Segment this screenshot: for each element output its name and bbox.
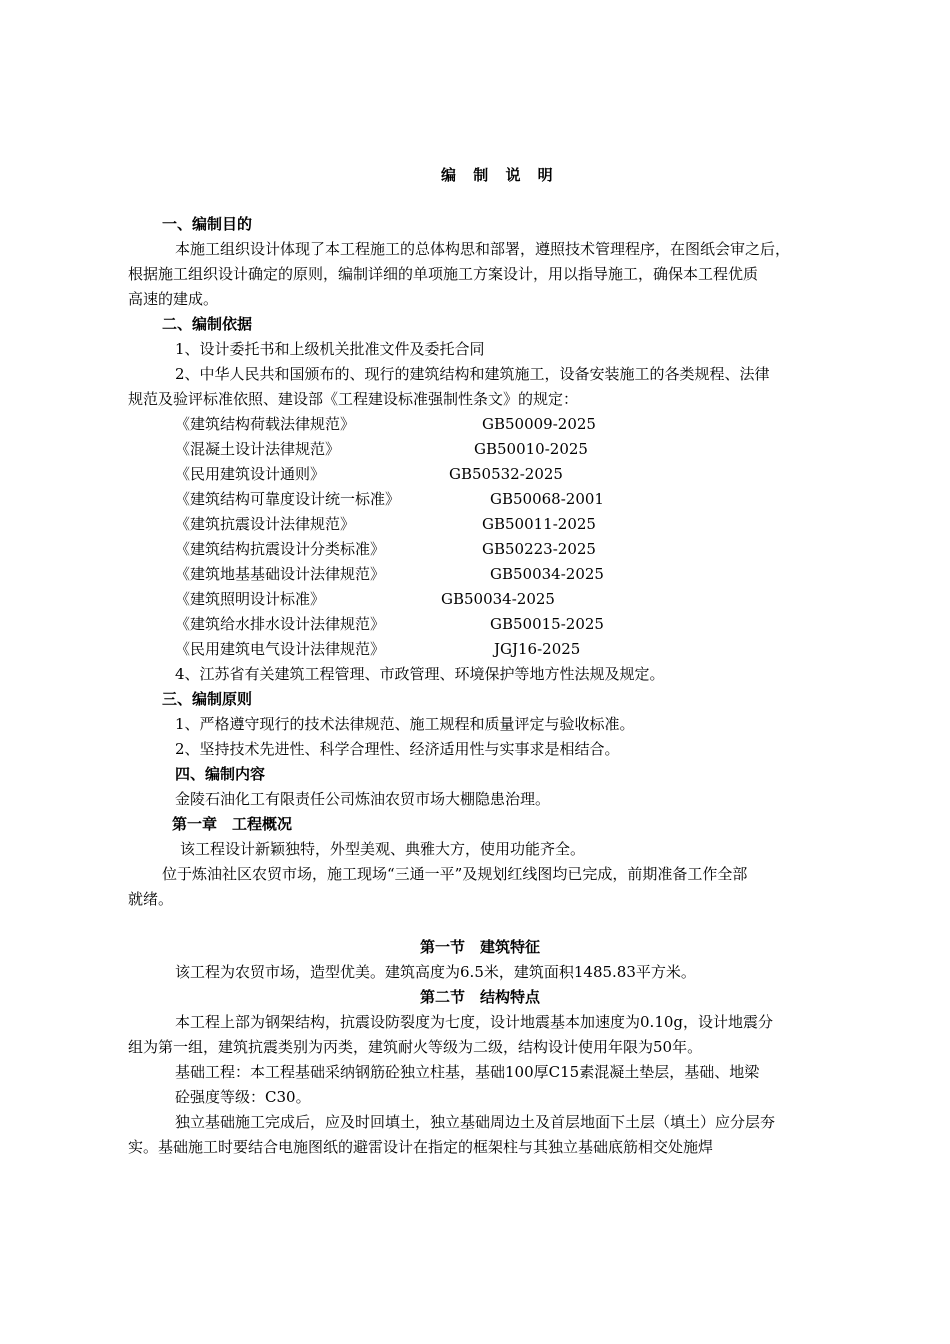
section-heading-content: 四、编制内容 bbox=[175, 765, 266, 783]
paragraph-line: 砼强度等级：C30。 bbox=[175, 1088, 311, 1106]
paragraph-line: 就绪。 bbox=[128, 890, 174, 908]
paragraph-line: 独立基础施工完成后，应及时回填土，独立基础周边土及首层地面下土层（填土）应分层夯 bbox=[175, 1113, 776, 1131]
subsection-heading: 第一节 建筑特征 bbox=[420, 938, 541, 956]
list-item: 1、严格遵守现行的技术法律规范、施工规程和质量评定与验收标准。 bbox=[175, 715, 635, 733]
paragraph-line: 本施工组织设计体现了本工程施工的总体构思和部署，遵照技术管理程序，在图纸会审之后， bbox=[175, 240, 791, 258]
standard-code: GB50034-2025 bbox=[490, 565, 604, 583]
list-item: 1、设计委托书和上级机关批准文件及委托合同 bbox=[175, 340, 485, 358]
section-heading-principles: 三、编制原则 bbox=[162, 690, 253, 708]
paragraph-line: 根据施工组织设计确定的原则，编制详细的单项施工方案设计，用以指导施工，确保本工程优质 bbox=[128, 265, 759, 283]
paragraph-line: 本工程上部为钢架结构，抗震设防裂度为七度，设计地震基本加速度为0.10g，设计地震分 bbox=[175, 1013, 774, 1031]
standard-name: 《建筑抗震设计法律规范》 bbox=[175, 515, 356, 533]
standard-name: 《民用建筑设计通则》 bbox=[175, 465, 326, 483]
chapter-heading: 第一章 工程概况 bbox=[172, 815, 293, 833]
standard-name: 《建筑结构抗震设计分类标准》 bbox=[175, 540, 386, 558]
list-item: 2、坚持技术先进性、科学合理性、经济适用性与实事求是相结合。 bbox=[175, 740, 620, 758]
paragraph-line: 规范及验评标准依照、建设部《工程建设标准强制性条文》的规定： bbox=[128, 390, 579, 408]
list-item: 2、中华人民共和国颁布的、现行的建筑结构和建筑施工，设备安装施工的各类规程、法律 bbox=[175, 365, 770, 383]
standard-code: GB50011-2025 bbox=[482, 515, 596, 533]
standard-code: GB50009-2025 bbox=[482, 415, 596, 433]
standard-code: JGJ16-2025 bbox=[494, 640, 581, 658]
standard-name: 《混凝土设计法律规范》 bbox=[175, 440, 341, 458]
standard-name: 《建筑照明设计标准》 bbox=[175, 590, 326, 608]
standard-code: GB50015-2025 bbox=[490, 615, 604, 633]
document-title: 编 制 说 明 bbox=[441, 166, 559, 184]
standard-code: GB50034-2025 bbox=[441, 590, 555, 608]
subsection-heading: 第二节 结构特点 bbox=[420, 988, 541, 1006]
list-item: 4、江苏省有关建筑工程管理、市政管理、环境保护等地方性法规及规定。 bbox=[175, 665, 665, 683]
section-heading-purpose: 一、编制目的 bbox=[162, 215, 253, 233]
standard-name: 《建筑结构可靠度设计统一标准》 bbox=[175, 490, 401, 508]
section-heading-basis: 二、编制依据 bbox=[162, 315, 253, 333]
standard-code: GB50532-2025 bbox=[449, 465, 563, 483]
paragraph-line: 位于炼油社区农贸市场，施工现场“三通一平”及规划红线图均已完成，前期准备工作全部 bbox=[162, 865, 748, 883]
paragraph-line: 该工程为农贸市场，造型优美。建筑高度为6.5米，建筑面积1485.83平方米。 bbox=[175, 963, 696, 981]
paragraph-line: 高速的建成。 bbox=[128, 290, 219, 308]
paragraph-line: 该工程设计新颖独特，外型美观、典雅大方，使用功能齐全。 bbox=[180, 840, 586, 858]
paragraph-line: 组为第一组，建筑抗震类别为丙类，建筑耐火等级为二级，结构设计使用年限为50年。 bbox=[128, 1038, 703, 1056]
standard-code: GB50010-2025 bbox=[474, 440, 588, 458]
paragraph-line: 实。基础施工时要结合电施图纸的避雷设计在指定的框架柱与其独立基础底筋相交处施焊 bbox=[128, 1138, 714, 1156]
standard-name: 《建筑结构荷载法律规范》 bbox=[175, 415, 356, 433]
paragraph-line: 基础工程：本工程基础采纳钢筋砼独立柱基，基础100厚C15素混凝土垫层，基础、地梁 bbox=[175, 1063, 760, 1081]
standard-code: GB50223-2025 bbox=[482, 540, 596, 558]
standard-name: 《建筑给水排水设计法律规范》 bbox=[175, 615, 386, 633]
standard-code: GB50068-2001 bbox=[490, 490, 604, 508]
standard-name: 《民用建筑电气设计法律规范》 bbox=[175, 640, 386, 658]
paragraph-line: 金陵石油化工有限责任公司炼油农贸市场大棚隐患治理。 bbox=[175, 790, 551, 808]
standard-name: 《建筑地基基础设计法律规范》 bbox=[175, 565, 386, 583]
